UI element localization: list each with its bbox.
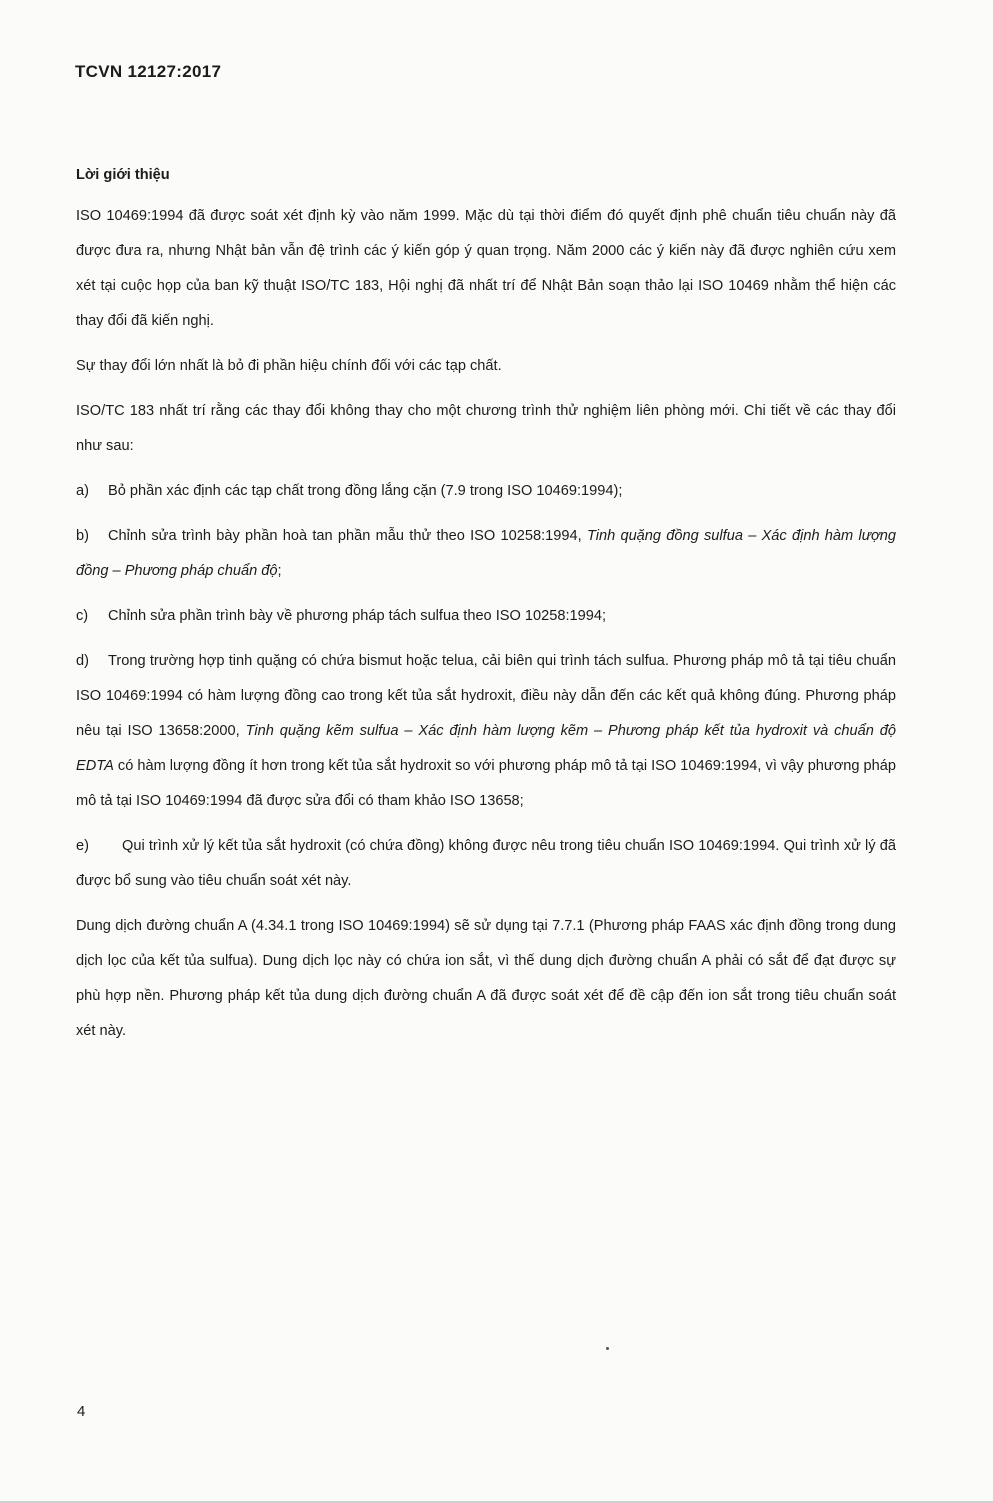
list-item-a xyxy=(76,474,896,509)
section-title: Lời giới thiệu xyxy=(76,167,170,183)
list-text: Chỉnh sửa trình bày phần hoà tan phần mẫu thử theo ISO 10258:1994, xyxy=(108,528,587,544)
scan-speck xyxy=(606,1347,609,1350)
list-label: a) xyxy=(76,483,89,499)
paragraph-main-change: Sự thay đổi lớn nhất là bỏ đi phần hiệu chính đối với các tạp chất. xyxy=(76,358,502,374)
list-item-e xyxy=(76,829,896,899)
list-item-b xyxy=(76,519,896,589)
list-label: b) xyxy=(76,528,89,544)
list-label: e) xyxy=(76,838,89,854)
list-text-end: có hàm lượng đồng ít hơn trong kết tủa sắt hydroxit so với phương pháp mô tả tại ISO 10469:1994, vì vậy phương pháp mô tả tại ISO 10469:1994 đã được sửa đổi có tham khảo ISO 13658; xyxy=(76,758,897,809)
list-text-end: ; xyxy=(277,563,282,579)
paragraph-calibration: Dung dịch đường chuẩn A (4.34.1 trong ISO 10469:1994) sẽ sử dụng tại 7.7.1 (Phương pháp FAAS xác định đồng trong dung dịch lọc của kết tủa sulfua). Dung dịch lọc này có chứa ion sắt, vì thế dung dịch đường chuẩn A phải có sắt để đạt được sự phù hợp nền. Phương pháp kết tủa dung dịch đường chuẩn A đã được soát xét để đề cập đến ion sắt trong tiêu chuẩn soát xét này. xyxy=(76,918,896,1039)
list-text: Qui trình xử lý kết tủa sắt hydroxit (có chứa đồng) không được nêu trong tiêu chuẩn ISO 10469:1994. Qui trình xử lý đã được bổ sung vào tiêu chuẩn soát xét này. xyxy=(76,838,896,889)
list-text: Bỏ phần xác định các tạp chất trong đồng lắng cặn (7.9 trong ISO 10469:1994); xyxy=(108,483,623,499)
document-code: TCVN 12127:2017 xyxy=(75,62,222,81)
list-text: Trong trường hợp tinh quặng có chứa bismut hoặc telua, cải biên qui trình tách sulfua. Phương pháp mô tả tại tiêu chuẩn ISO 10469:1994 có hàm lượng đồng cao trong kết tủa sắt hydroxit, điều này dẫn đến các kết quả không đúng. Phương pháp nêu tại ISO 13658:2000, xyxy=(76,653,896,739)
list-item-d xyxy=(76,644,896,819)
standard-title: Tinh quặng kẽm sulfua – Xác định hàm lượng kẽm – Phương pháp kết tủa hydroxit và chuẩn độ EDTA xyxy=(76,723,897,774)
page-content xyxy=(76,158,896,1059)
paragraph-intro: ISO 10469:1994 đã được soát xét định kỳ vào năm 1999. Mặc dù tại thời điểm đó quyết định phê chuẩn tiêu chuẩn này đã được đưa ra, nhưng Nhật bản vẫn đệ trình các ý kiến góp ý quan trọng. Năm 2000 các ý kiến này đã được nghiên cứu xem xét tại cuộc họp của ban kỹ thuật ISO/TC 183, Hội nghị đã nhất trí để Nhật Bản soạn thảo lại ISO 10469 nhằm thể hiện các thay đổi đã kiến nghị. xyxy=(76,208,896,329)
page-number: 4 xyxy=(77,1403,86,1420)
standard-title: Tinh quặng đồng sulfua – Xác định hàm lượng đồng – Phương pháp chuẩn độ xyxy=(76,528,896,579)
list-label: c) xyxy=(76,608,89,624)
list-item-c xyxy=(76,599,896,634)
list-label: d) xyxy=(76,653,89,669)
list-text: Chỉnh sửa phần trình bày về phương pháp tách sulfua theo ISO 10258:1994; xyxy=(108,608,607,624)
paragraph-agreement: ISO/TC 183 nhất trí rằng các thay đổi không thay cho một chương trình thử nghiệm liên phòng mới. Chi tiết về các thay đổi như sau: xyxy=(76,403,896,454)
